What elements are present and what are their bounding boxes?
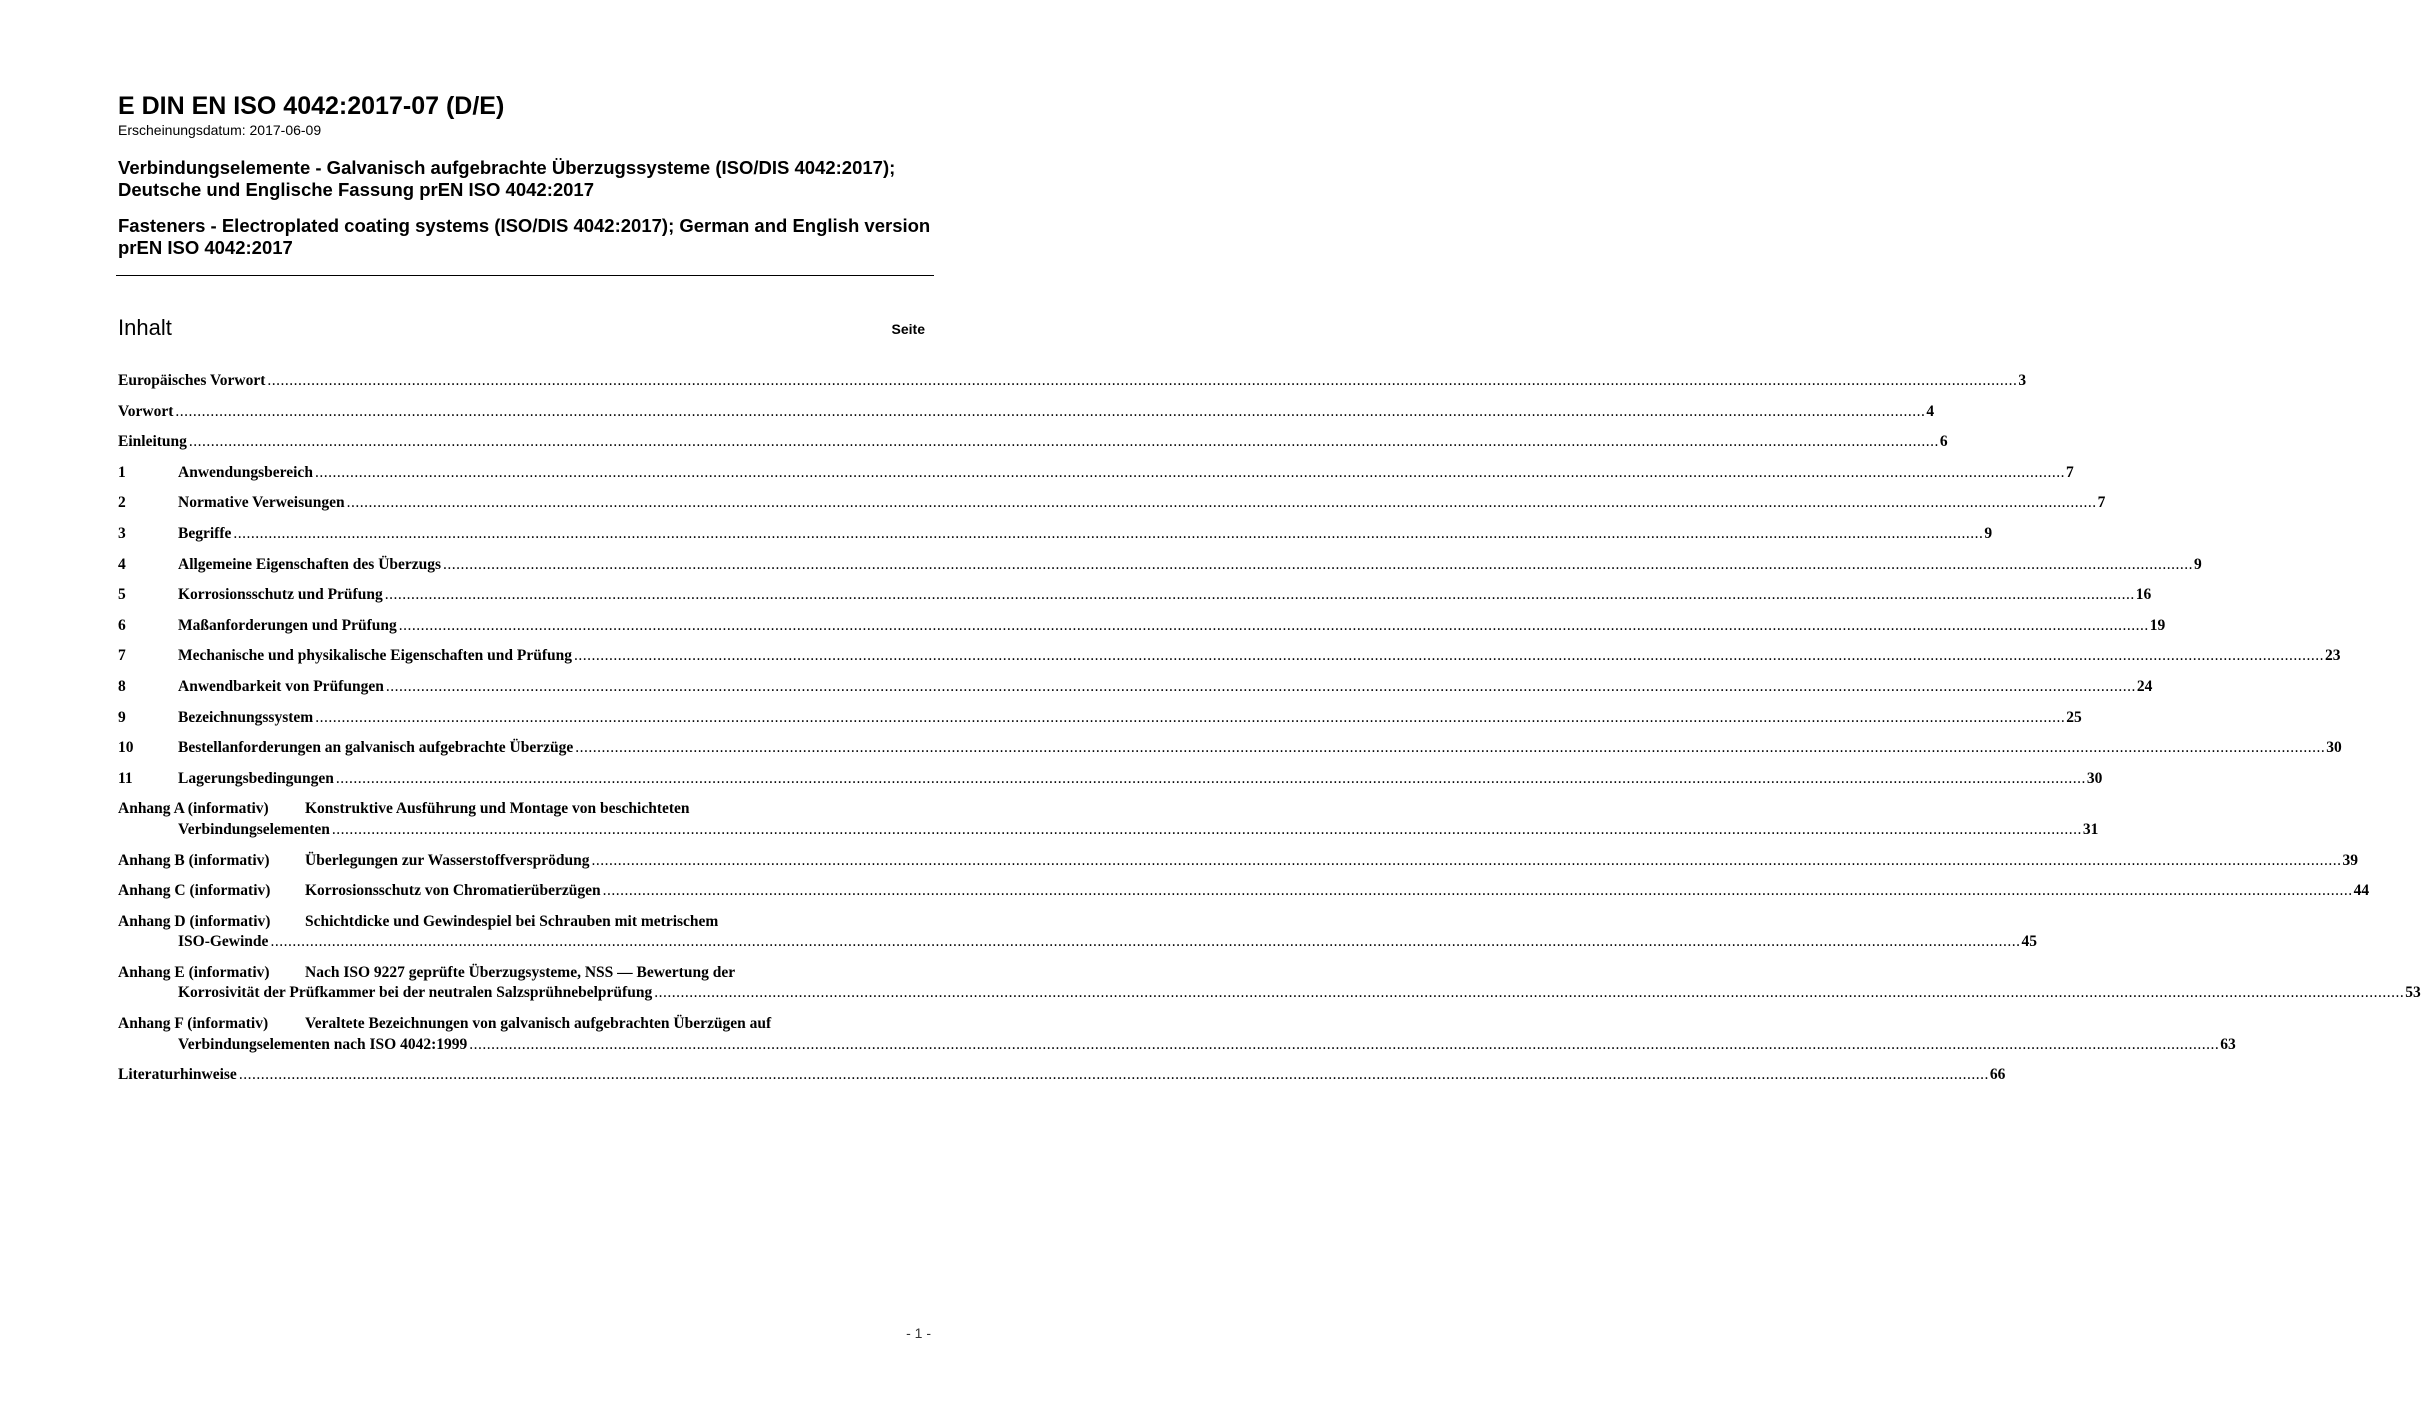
toc-entry-title: Einleitung bbox=[118, 433, 187, 451]
toc-annex-title-cont: Korrosivität der Prüfkammer bei der neutralen Salzsprühnebelprüfung bbox=[178, 984, 653, 1002]
toc-entry-page: 24 bbox=[2136, 677, 2153, 695]
toc-annex-line bbox=[118, 1035, 2236, 1056]
toc-entry-title: Bestellanforderungen an galvanisch aufgebrachte Überzüge bbox=[178, 739, 574, 757]
toc-entry-page: 7 bbox=[2097, 494, 2106, 512]
document-id: E DIN EN ISO 4042:2017-07 (D/E) bbox=[118, 92, 505, 120]
toc-annex-title-cont: Verbindungselementen bbox=[178, 820, 330, 838]
toc-entry-page: 9 bbox=[1984, 524, 1993, 542]
toc-entry-page: 44 bbox=[2353, 882, 2370, 900]
toc-leader-dots: ................................................................................................................................................................................................................................................................................................................................................................................................................ bbox=[331, 820, 2082, 838]
toc-leader-dots: ................................................................................................................................................................................................................................................................................................................................................................................................................ bbox=[238, 1066, 1989, 1084]
toc-leader-dots: ................................................................................................................................................................................................................................................................................................................................................................................................................ bbox=[233, 524, 1984, 542]
toc-leader-dots: ................................................................................................................................................................................................................................................................................................................................................................................................................ bbox=[398, 616, 2149, 634]
toc-entry-title: Maßanforderungen und Prüfung bbox=[178, 616, 397, 634]
toc-entry-page: 30 bbox=[2326, 739, 2342, 757]
toc-annex-entry[interactable] bbox=[118, 963, 2421, 1004]
toc-leader-dots: ................................................................................................................................................................................................................................................................................................................................................................................................................ bbox=[443, 555, 2194, 573]
toc-annex-title: Korrosionsschutz von Chromatierüberzügen bbox=[305, 882, 601, 900]
toc-entry[interactable] bbox=[118, 646, 2341, 677]
toc-leader-dots: ................................................................................................................................................................................................................................................................................................................................................................................................................ bbox=[574, 647, 2325, 665]
toc-annex-title: Veraltete Bezeichnungen von galvanisch aufgebrachten Überzügen auf bbox=[305, 1015, 772, 1033]
toc-annex-entry[interactable] bbox=[118, 881, 2370, 912]
page-number: - 1 - bbox=[906, 1325, 931, 1341]
toc-entry[interactable] bbox=[118, 1065, 2006, 1096]
toc-entry[interactable] bbox=[118, 677, 2153, 708]
toc-annex-line bbox=[118, 1014, 931, 1035]
toc-leader-dots: ................................................................................................................................................................................................................................................................................................................................................................................................................ bbox=[315, 708, 2066, 726]
toc-entry-number: 3 bbox=[118, 524, 126, 542]
toc-annex-line bbox=[118, 820, 2099, 841]
toc-entry-number: 2 bbox=[118, 494, 126, 512]
toc-leader-dots: ................................................................................................................................................................................................................................................................................................................................................................................................................ bbox=[469, 1035, 2220, 1053]
toc-entry[interactable] bbox=[118, 708, 2082, 739]
table-of-contents bbox=[118, 371, 2421, 1096]
toc-annex-title: Schichtdicke und Gewindespiel bei Schrauben mit metrischem bbox=[305, 912, 719, 930]
toc-annex-line bbox=[118, 932, 2037, 953]
toc-entry-title: Normative Verweisungen bbox=[178, 494, 345, 512]
toc-entry-number: 9 bbox=[118, 708, 126, 726]
toc-annex-entry[interactable] bbox=[118, 799, 2099, 840]
toc-leader-dots: ................................................................................................................................................................................................................................................................................................................................................................................................................ bbox=[384, 586, 2135, 604]
toc-annex-prefix: Anhang F (informativ) bbox=[118, 1015, 269, 1033]
toc-entry-title: Korrosionsschutz und Prüfung bbox=[178, 586, 383, 604]
toc-entry-page: 39 bbox=[2342, 851, 2358, 869]
toc-entry-title: Begriffe bbox=[178, 524, 232, 542]
toc-annex-prefix: Anhang E (informativ) bbox=[118, 963, 270, 981]
toc-leader-dots: ................................................................................................................................................................................................................................................................................................................................................................................................................ bbox=[575, 739, 2326, 757]
toc-entry-page: 53 bbox=[2405, 984, 2421, 1002]
toc-entry[interactable] bbox=[118, 432, 1948, 463]
toc-annex-line bbox=[118, 799, 931, 820]
toc-annex-title: Überlegungen zur Wasserstoffversprödung bbox=[305, 851, 590, 869]
toc-annex-entry[interactable] bbox=[118, 912, 2037, 953]
toc-entry-page: 7 bbox=[2065, 463, 2074, 481]
toc-entry[interactable] bbox=[118, 769, 2103, 800]
toc-entry-number: 1 bbox=[118, 463, 126, 481]
toc-entry[interactable] bbox=[118, 402, 1935, 433]
toc-annex-line bbox=[118, 983, 2421, 1004]
toc-page-column-label: Seite bbox=[891, 321, 925, 337]
toc-entry-page: 9 bbox=[2194, 555, 2202, 573]
toc-entry-page: 30 bbox=[2086, 769, 2103, 787]
toc-annex-prefix: Anhang B (informativ) bbox=[118, 851, 270, 869]
toc-annex-prefix: Anhang D (informativ) bbox=[118, 912, 271, 930]
toc-leader-dots: ................................................................................................................................................................................................................................................................................................................................................................................................................ bbox=[346, 494, 2097, 512]
toc-entry-page: 4 bbox=[1926, 402, 1935, 420]
toc-entry-title: Anwendungsbereich bbox=[178, 463, 313, 481]
toc-entry-title: Europäisches Vorwort bbox=[118, 372, 266, 389]
toc-entry-page: 63 bbox=[2220, 1035, 2236, 1053]
toc-entry[interactable] bbox=[118, 371, 2027, 402]
toc-entry-page: 6 bbox=[1939, 433, 1948, 451]
toc-entry-title: Lagerungsbedingungen bbox=[178, 769, 334, 787]
toc-entry[interactable] bbox=[118, 493, 2106, 524]
toc-entry-page: 66 bbox=[1989, 1066, 2006, 1084]
toc-entry-title: Allgemeine Eigenschaften des Überzugs bbox=[178, 555, 442, 573]
toc-annex-title-cont: ISO-Gewinde bbox=[178, 933, 269, 951]
toc-entry-number: 4 bbox=[118, 555, 126, 573]
toc-entry-page: 25 bbox=[2066, 708, 2082, 726]
toc-entry-number: 8 bbox=[118, 677, 126, 695]
toc-entry-title: Literaturhinweise bbox=[118, 1066, 237, 1084]
toc-entry-number: 10 bbox=[118, 739, 134, 757]
toc-entry-title: Vorwort bbox=[118, 402, 174, 420]
toc-annex-entry[interactable] bbox=[118, 851, 2358, 882]
toc-leader-dots: ................................................................................................................................................................................................................................................................................................................................................................................................................ bbox=[267, 372, 2018, 389]
toc-entry-title: Bezeichnungssystem bbox=[178, 708, 314, 726]
toc-entry[interactable] bbox=[118, 616, 2166, 647]
toc-entry[interactable] bbox=[118, 555, 2202, 586]
toc-annex-title: Nach ISO 9227 geprüfte Überzugsysteme, NSS — Bewertung der bbox=[305, 963, 736, 981]
toc-heading: Inhalt bbox=[118, 315, 172, 340]
title-english: Fasteners - Electroplated coating systems (ISO/DIS 4042:2017); German and English version prEN ISO 4042:2017 bbox=[118, 215, 931, 258]
toc-annex-prefix: Anhang C (informativ) bbox=[118, 882, 271, 900]
toc-leader-dots: ................................................................................................................................................................................................................................................................................................................................................................................................................ bbox=[654, 984, 2405, 1002]
toc-leader-dots: ................................................................................................................................................................................................................................................................................................................................................................................................................ bbox=[188, 433, 1939, 451]
toc-leader-dots: ................................................................................................................................................................................................................................................................................................................................................................................................................ bbox=[314, 463, 2065, 481]
toc-entry-number: 5 bbox=[118, 586, 126, 604]
toc-annex-title: Konstruktive Ausführung und Montage von beschichteten bbox=[305, 800, 690, 818]
header-divider bbox=[116, 275, 934, 276]
toc-annex-entry[interactable] bbox=[118, 1014, 2236, 1055]
toc-leader-dots: ................................................................................................................................................................................................................................................................................................................................................................................................................ bbox=[335, 769, 2086, 787]
toc-entry-page: 45 bbox=[2021, 933, 2037, 951]
toc-entry-number: 11 bbox=[118, 769, 133, 787]
toc-entry-page: 16 bbox=[2135, 586, 2152, 604]
toc-entry[interactable] bbox=[118, 585, 2152, 616]
toc-entry[interactable] bbox=[118, 524, 1993, 555]
toc-leader-dots: ................................................................................................................................................................................................................................................................................................................................................................................................................ bbox=[270, 933, 2021, 951]
toc-entry-page: 23 bbox=[2325, 647, 2341, 665]
toc-entry-title: Mechanische und physikalische Eigenschaften und Prüfung bbox=[178, 647, 573, 665]
toc-entry[interactable] bbox=[118, 738, 2342, 769]
toc-annex-line bbox=[118, 963, 931, 984]
toc-leader-dots: ................................................................................................................................................................................................................................................................................................................................................................................................................ bbox=[591, 851, 2342, 869]
toc-entry-page: 19 bbox=[2149, 616, 2166, 634]
toc-entry-page: 3 bbox=[2018, 372, 2027, 389]
toc-annex-prefix: Anhang A (informativ) bbox=[118, 800, 269, 818]
toc-leader-dots: ................................................................................................................................................................................................................................................................................................................................................................................................................ bbox=[385, 677, 2136, 695]
toc-annex-line bbox=[118, 912, 931, 933]
toc-entry[interactable] bbox=[118, 463, 2074, 494]
document-header bbox=[118, 92, 933, 259]
publication-date: Erscheinungsdatum: 2017-06-09 bbox=[118, 122, 322, 138]
title-german: Verbindungselemente - Galvanisch aufgebrachte Überzugssysteme (ISO/DIS 4042:2017); Deutsche und Englische Fassung prEN ISO 4042:2017 bbox=[118, 157, 896, 200]
toc-leader-dots: ................................................................................................................................................................................................................................................................................................................................................................................................................ bbox=[175, 402, 1926, 420]
toc-entry-number: 6 bbox=[118, 616, 126, 634]
toc-entry-page: 31 bbox=[2082, 820, 2099, 838]
toc-leader-dots: ................................................................................................................................................................................................................................................................................................................................................................................................................ bbox=[602, 882, 2353, 900]
toc-annex-title-cont: Verbindungselementen nach ISO 4042:1999 bbox=[178, 1035, 468, 1053]
toc-entry-number: 7 bbox=[118, 647, 126, 665]
toc-entry-title: Anwendbarkeit von Prüfungen bbox=[178, 677, 384, 695]
